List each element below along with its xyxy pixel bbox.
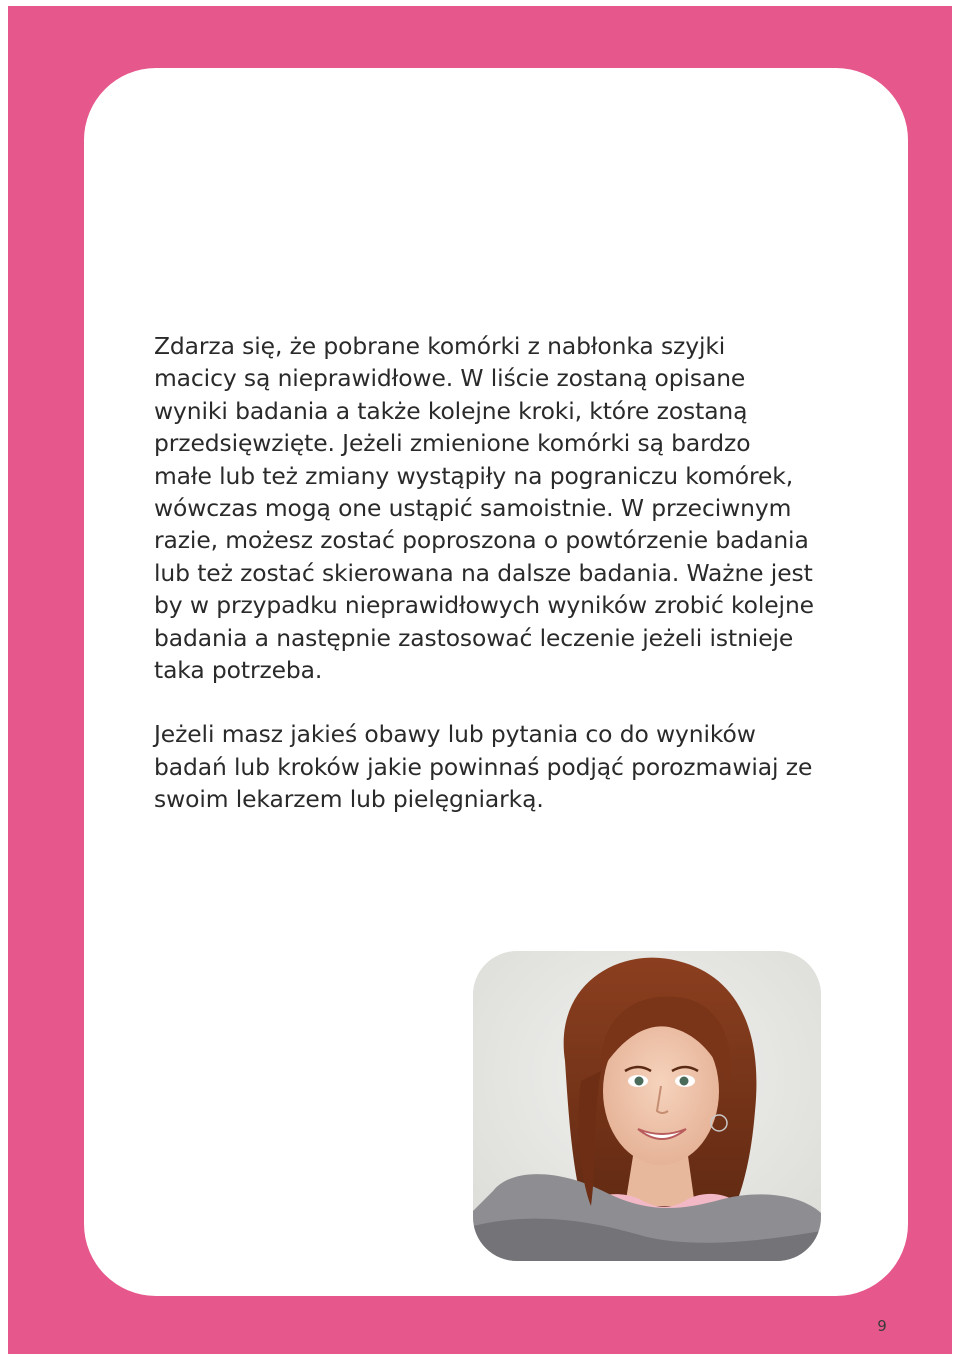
paragraph-abnormal-results: Zdarza się, że pobrane komórki z nabłonka szyjki macicy są nieprawidłowe. W liście zostaną opisane wyniki badania a także kolejne kroki, które zostaną przedsięwzięte. Jeżeli zmienione komórki są bardzo małe lub też zmiany wystąpiły na pograniczu komórek, wówczas mogą one ustąpić samoistnie. W przeciwnym razie, możesz zostać poproszona o powtórzenie badania lub też zostać skierowana na dalsze badania. Ważne jest by w przypadku nieprawidłowych wyników zrobić kolejne badania a następnie zastosować leczenie jeżeli istnieje taka potrzeba. xyxy=(154,332,814,685)
page-number: 9 xyxy=(877,1317,887,1335)
body-text xyxy=(154,330,814,816)
paragraph-consult-doctor: Jeżeli masz jakieś obawy lub pytania co do wyników badań lub kroków jakie powinnaś podjąć porozmawiaj ze swoim lekarzem lub pielęgniarką. xyxy=(154,720,813,814)
woman-photo xyxy=(473,951,821,1261)
